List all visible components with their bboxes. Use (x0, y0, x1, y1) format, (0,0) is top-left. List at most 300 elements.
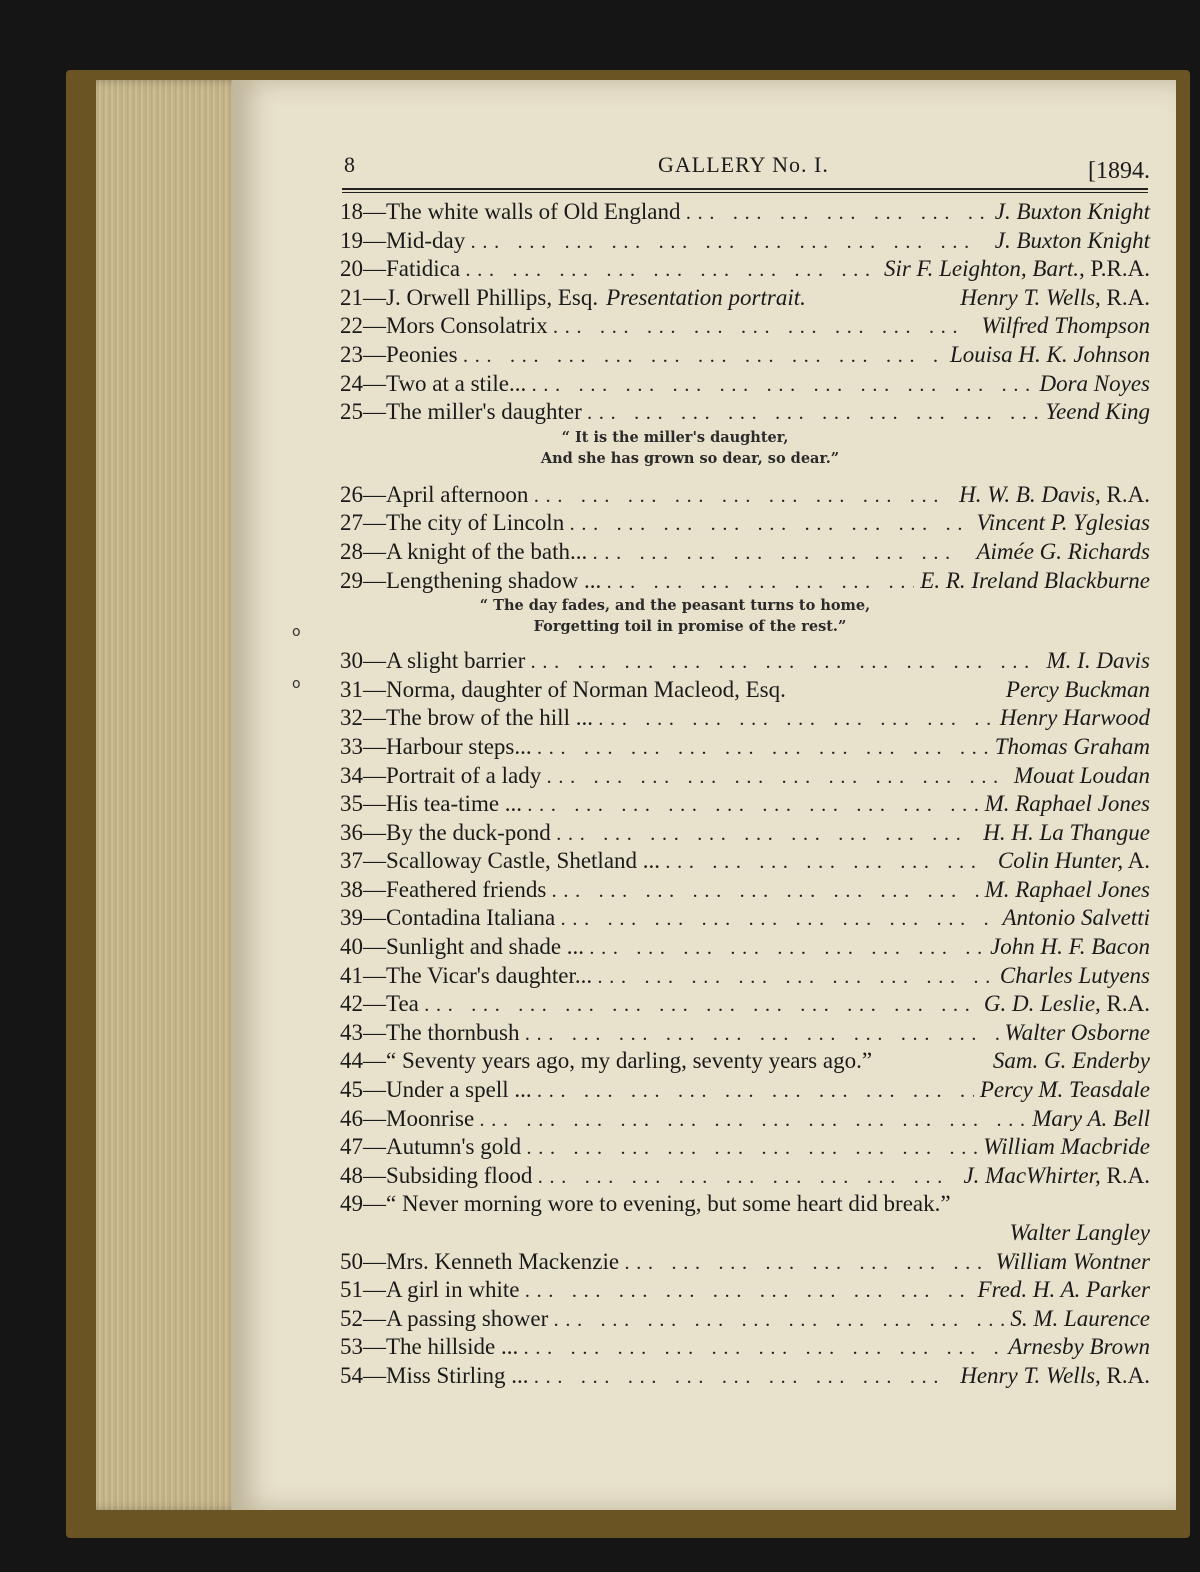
entry-title: “ Seventy years ago, my darling, seventy years ago.” (386, 1048, 873, 1074)
catalogue-entry (340, 1133, 1150, 1162)
artist-name: Percy Buckman (1005, 676, 1150, 702)
catalogue-entry (340, 676, 1150, 705)
entry-artist (1032, 1105, 1150, 1133)
entry-dash: — (363, 399, 386, 425)
artist-name: Thomas Graham (994, 733, 1150, 759)
artist-name: Wilfred Thompson (981, 313, 1150, 339)
entry-lead (340, 990, 419, 1018)
gallery-title: GALLERY No. I. (658, 152, 829, 177)
entry-title: The white walls of Old England (386, 199, 681, 224)
entry-dash: — (363, 341, 386, 367)
entry-title: Moonrise (386, 1105, 475, 1131)
artist-name: E. R. Ireland Blackburne (920, 567, 1150, 593)
entry-artist (1045, 398, 1150, 426)
entry-dash: — (363, 1248, 386, 1274)
catalogue-entry (340, 962, 1150, 991)
page-edges (96, 80, 246, 1510)
entry-title: Under a spell ... (386, 1077, 532, 1103)
leader-dots (526, 1279, 972, 1307)
entry-number: 30 (340, 648, 363, 674)
leader-dots (554, 1308, 1004, 1336)
entry-title: Feathered friends (386, 876, 547, 902)
catalogue-entry (340, 876, 1150, 905)
entry-dash: — (363, 705, 386, 731)
catalogue-entry (340, 704, 1150, 733)
entry-title: Mors Consolatrix (386, 313, 548, 339)
quote-line: And she has grown so dear, so dear.” (540, 449, 840, 467)
leader-dots (625, 1251, 989, 1279)
leader-dots (527, 1136, 977, 1164)
entry-artist (980, 1076, 1150, 1104)
catalogue-entry (340, 370, 1150, 399)
entry-artist (960, 284, 1150, 312)
catalogue-entry (340, 762, 1150, 791)
artist-name: Walter Osborne (1004, 1019, 1150, 1045)
leader-dots (538, 1165, 957, 1193)
leader-dots (524, 1336, 1002, 1364)
entry-number: 32 (340, 705, 363, 731)
entry-artist (1047, 647, 1150, 675)
entry-artist (995, 733, 1150, 761)
entry-lead (340, 933, 584, 961)
catalogue-list (340, 198, 1150, 1391)
artist-name: Henry T. Wells, (960, 284, 1101, 310)
entry-dash: — (363, 1334, 386, 1360)
entry-dash: — (363, 1134, 386, 1160)
entry-lead (340, 1047, 872, 1075)
margin-mark: o (292, 676, 301, 692)
entry-artist (976, 538, 1150, 566)
entry-dash: — (363, 1048, 386, 1074)
catalogue-entry (340, 819, 1150, 848)
entry-lead (340, 1362, 529, 1390)
catalogue-entry (340, 284, 1150, 313)
entry-title: Miss Stirling ... (386, 1362, 529, 1388)
catalogue-entry (340, 312, 1150, 341)
artist-honour: R.A. (1100, 991, 1150, 1017)
catalogue-entry (340, 1190, 1150, 1219)
leader-dots (590, 936, 984, 964)
entry-number: 46 (340, 1105, 363, 1131)
artist-name: Mouat Loudan (1013, 762, 1150, 788)
leader-dots (570, 512, 970, 540)
entry-title: Lengthening shadow ... (386, 567, 602, 593)
entry-dash: — (363, 733, 386, 759)
leader-dots (534, 484, 953, 512)
entry-number: 43 (340, 1019, 363, 1045)
entry-dash: — (363, 1077, 386, 1103)
entry-dash: — (363, 676, 386, 702)
entry-lead (340, 341, 458, 369)
leader-dots (538, 736, 989, 764)
leader-dots (466, 258, 878, 286)
catalogue-entry (340, 255, 1150, 284)
artist-name: Arnesby Brown (1008, 1334, 1150, 1360)
entry-number: 51 (340, 1277, 363, 1303)
entry-number: 50 (340, 1248, 363, 1274)
entry-dash: — (363, 1019, 386, 1045)
entry-lead (340, 312, 548, 340)
entry-artist (983, 1133, 1150, 1161)
entry-title: A knight of the bath... (386, 538, 588, 564)
leader-dots (598, 965, 994, 993)
entry-lead (340, 481, 528, 509)
artist-name: Sir F. Leighton, Bart., (883, 256, 1085, 282)
artist-name: M. Raphael Jones (984, 876, 1150, 902)
artist-honour: P.R.A. (1084, 256, 1150, 282)
catalogue-entry (340, 198, 1150, 227)
catalogue-entry (340, 1047, 1150, 1076)
entry-artist (920, 567, 1150, 595)
entry-dash: — (363, 538, 386, 564)
artist-name: Vincent P. Yglesias (976, 510, 1150, 536)
entry-lead (340, 227, 465, 255)
entry-lead (340, 676, 786, 704)
catalogue-entry (340, 647, 1150, 676)
entry-lead (340, 1305, 548, 1333)
entry-dash: — (363, 567, 386, 593)
entry-number: 47 (340, 1134, 363, 1160)
entry-number: 23 (340, 341, 363, 367)
entry-number: 33 (340, 733, 363, 759)
entry-title: Autumn's gold (386, 1134, 522, 1160)
entry-dash: — (363, 1362, 386, 1388)
entry-dash: — (363, 1162, 386, 1188)
artist-honour: A. (1123, 848, 1150, 874)
entry-artist (1006, 676, 1150, 704)
entry-lead (340, 1019, 520, 1047)
entry-title: Harbour steps... (386, 733, 532, 759)
artist-name: S. M. Laurence (1010, 1305, 1150, 1331)
entry-lead (340, 790, 522, 818)
catalogue-entry (340, 398, 1150, 427)
entry-artist (993, 1047, 1150, 1075)
catalogue-entry (340, 904, 1150, 933)
artist-honour: R.A. (1100, 284, 1150, 310)
entry-lead (340, 198, 680, 226)
page-header (340, 152, 1150, 188)
entry-artist (1000, 962, 1150, 990)
entry-dash: — (363, 848, 386, 874)
catalogue-entry (340, 227, 1150, 256)
entry-dash: — (363, 284, 386, 310)
catalogue-entry (340, 567, 1150, 596)
entry-dash: — (363, 991, 386, 1017)
entry-artist (1002, 904, 1150, 932)
artist-name: M. Raphael Jones (984, 791, 1150, 817)
entry-title: Tea (386, 991, 419, 1017)
leader-dots (554, 315, 976, 343)
entry-number: 20 (340, 256, 363, 282)
entry-dash: — (363, 876, 386, 902)
entry-number: 49 (340, 1191, 363, 1217)
entry-title: Mrs. Kenneth Mackenzie (386, 1248, 620, 1274)
entry-title: Two at a stile... (386, 370, 527, 396)
header-rule (342, 188, 1148, 190)
entry-artist (976, 509, 1150, 537)
catalogue-entry (340, 1305, 1150, 1334)
entry-title: J. Orwell Phillips, Esq. (386, 284, 599, 310)
entry-lead (340, 819, 551, 847)
leader-dots (557, 822, 977, 850)
entry-dash: — (363, 370, 386, 396)
entry-lead (340, 1190, 951, 1218)
entry-number: 53 (340, 1334, 363, 1360)
entry-number: 36 (340, 819, 363, 845)
entry-number: 39 (340, 905, 363, 931)
entry-lead (340, 255, 460, 283)
entry-lead (340, 1248, 619, 1276)
entry-title: By the duck-pond (386, 819, 551, 845)
artist-name: Charles Lutyens (999, 962, 1150, 988)
artist-honour: R.A. (1100, 1162, 1150, 1188)
entry-artist (978, 1276, 1150, 1304)
entry-artist (982, 312, 1150, 340)
entry-number: 26 (340, 481, 363, 507)
entry-title: Norma, daughter of Norman Macleod, Esq. (386, 676, 786, 702)
leader-dots (531, 650, 1040, 678)
entry-dash: — (363, 791, 386, 817)
artist-name: G. D. Leslie, (983, 991, 1101, 1017)
year: [1894. (1088, 158, 1150, 184)
entry-lead (340, 704, 593, 732)
leader-dots (547, 765, 1008, 793)
catalogue-entry (340, 990, 1150, 1019)
catalogue-entry (340, 933, 1150, 962)
entry-artist (1010, 1305, 1150, 1333)
entry-title: The hillside ... (386, 1334, 519, 1360)
artist-name: Walter Langley (1009, 1220, 1150, 1245)
entry-artist (884, 255, 1150, 283)
artist-name: Yeend King (1045, 399, 1150, 425)
leader-dots (526, 1022, 999, 1050)
entry-title: Scalloway Castle, Shetland ... (386, 848, 661, 874)
leader-dots (552, 879, 978, 907)
catalogue-entry (340, 1362, 1150, 1391)
entry-number: 42 (340, 991, 363, 1017)
entry-number: 22 (340, 313, 363, 339)
entry-dash: — (363, 648, 386, 674)
catalogue-entry (340, 733, 1150, 762)
entry-artist (1000, 704, 1150, 732)
entry-number: 18 (340, 199, 363, 224)
leader-dots (425, 993, 978, 1021)
artist-honour: R.A. (1100, 1362, 1150, 1388)
entry-dash: — (363, 313, 386, 339)
entry-lead (340, 762, 541, 790)
quote-line: “ It is the miller's daughter, (561, 428, 789, 446)
entry-note: Presentation portrait. (606, 284, 806, 310)
entry-number: 27 (340, 510, 363, 536)
entry-lead (340, 1133, 521, 1161)
entry-number: 40 (340, 934, 363, 960)
leader-dots (593, 541, 970, 569)
entry-dash: — (363, 256, 386, 282)
entry-dash: — (363, 199, 386, 224)
entry-title: The brow of the hill ... (386, 705, 593, 731)
entry-title: The miller's daughter (386, 399, 582, 425)
entry-dash: — (363, 1305, 386, 1331)
entry-dash: — (363, 1105, 386, 1131)
entry-number: 28 (340, 538, 363, 564)
leader-dots (607, 570, 914, 598)
entry-lead (340, 876, 546, 904)
catalogue-entry (340, 1276, 1150, 1305)
entry-artist (983, 819, 1150, 847)
artist-honour: R.A. (1100, 481, 1150, 507)
entry-title: The thornbush (386, 1019, 520, 1045)
entry-artist (996, 1248, 1150, 1276)
entry-artist (950, 341, 1150, 369)
entry-dash: — (363, 1277, 386, 1303)
artist-name: Antonio Salvetti (1002, 905, 1150, 931)
artist-name: J. Buxton Knight (994, 227, 1150, 253)
entry-number: 34 (340, 762, 363, 788)
entry-dash: — (363, 481, 386, 507)
entry-artist (963, 1162, 1150, 1190)
entry-lead (340, 1105, 474, 1133)
entry-title: Sunlight and shade ... (386, 934, 585, 960)
entry-dash: — (363, 227, 386, 253)
entry-lead (340, 647, 525, 675)
artist-name: Fred. H. A. Parker (977, 1277, 1150, 1303)
entry-dash: — (363, 762, 386, 788)
entry-title: A passing shower (386, 1305, 549, 1331)
leader-dots (686, 201, 988, 229)
entry-lead (340, 1333, 518, 1361)
entry-title: Peonies (386, 341, 458, 367)
artist-name: William Wontner (995, 1248, 1150, 1274)
entry-number: 31 (340, 676, 363, 702)
artist-name: Henry Harwood (999, 705, 1150, 731)
quote-block (340, 595, 1150, 637)
entry-number: 38 (340, 876, 363, 902)
entry-title: Fatidica (386, 256, 461, 282)
entry-number: 54 (340, 1362, 363, 1388)
page-number: 8 (344, 152, 355, 177)
catalogue-entry (340, 790, 1150, 819)
leader-dots (588, 401, 1040, 429)
entry-lead (340, 904, 555, 932)
entry-number: 19 (340, 227, 363, 253)
leader-dots (480, 1108, 1026, 1136)
artist-name: William Macbride (983, 1134, 1150, 1160)
entry-lead (340, 538, 587, 566)
entry-lead (340, 1162, 532, 1190)
entry-artist (995, 227, 1150, 255)
entry-number: 24 (340, 370, 363, 396)
artist-name: Dora Noyes (1039, 370, 1150, 396)
entry-artist (1010, 1219, 1150, 1247)
entry-number: 35 (340, 791, 363, 817)
entry-title: Subsiding flood (386, 1162, 533, 1188)
leader-dots (599, 707, 994, 735)
spacer (340, 469, 1150, 481)
leader-dots (532, 373, 1033, 401)
entry-lead (340, 567, 601, 595)
entry-artist (995, 198, 1150, 226)
quote-line: Forgetting toil in promise of the rest.” (533, 618, 847, 636)
catalogue-entry (340, 1076, 1150, 1105)
entry-lead (340, 847, 660, 875)
artist-name: John H. F. Bacon (990, 934, 1150, 960)
entry-dash: — (363, 1191, 386, 1217)
entry-artist (985, 876, 1150, 904)
catalogue-entry (340, 538, 1150, 567)
entry-title: The city of Lincoln (386, 510, 565, 536)
leader-dots (561, 907, 996, 935)
entry-title: Contadina Italiana (386, 905, 556, 931)
leader-dots (471, 230, 989, 258)
entry-title: A slight barrier (386, 648, 526, 674)
catalogue-entry (340, 1019, 1150, 1048)
entry-number: 48 (340, 1162, 363, 1188)
catalogue-entry (340, 481, 1150, 510)
entry-lead (340, 509, 564, 537)
quote-line: “ The day fades, and the peasant turns to home, (479, 597, 871, 615)
artist-name: M. I. Davis (1046, 648, 1150, 674)
entry-artist (984, 990, 1150, 1018)
margin-mark: o (292, 624, 301, 640)
entry-lead (340, 284, 598, 312)
catalogue-entry (340, 1333, 1150, 1362)
catalogue-entry (340, 847, 1150, 876)
leader-dots (538, 1079, 974, 1107)
entry-number: 41 (340, 962, 363, 988)
entry-dash: — (363, 962, 386, 988)
header-rule-thin (342, 192, 1148, 193)
entry-lead (340, 1076, 532, 1104)
catalogue-entry (340, 1248, 1150, 1277)
entry-title: His tea-time ... (386, 791, 523, 817)
entry-artist (959, 481, 1150, 509)
entry-number: 44 (340, 1048, 363, 1074)
quote-block (340, 427, 1150, 469)
entry-dash: — (363, 934, 386, 960)
entry-artist (998, 847, 1150, 875)
entry-artist (1008, 1333, 1150, 1361)
catalogue-entry-continued (340, 1219, 1150, 1248)
entry-lead (340, 962, 592, 990)
entry-lead (340, 1276, 520, 1304)
catalogue-entry (340, 1105, 1150, 1134)
artist-name: H. W. B. Davis, (959, 481, 1101, 507)
entry-title: A girl in white (386, 1277, 520, 1303)
entry-artist (1039, 370, 1150, 398)
artist-name: Henry T. Wells, (960, 1362, 1101, 1388)
entry-dash: — (363, 510, 386, 536)
artist-name: Colin Hunter, (997, 848, 1124, 874)
catalogue-entry (340, 509, 1150, 538)
artist-name: Louisa H. K. Johnson (950, 341, 1150, 367)
entry-number: 37 (340, 848, 363, 874)
catalogue-entry (340, 341, 1150, 370)
entry-artist (960, 1362, 1150, 1390)
entry-dash: — (363, 905, 386, 931)
entry-artist (1014, 762, 1150, 790)
entry-number: 29 (340, 567, 363, 593)
artist-name: Percy M. Teasdale (979, 1077, 1150, 1103)
leader-dots (535, 1365, 955, 1393)
entry-title: The Vicar's daughter... (386, 962, 593, 988)
artist-name: Aimée G. Richards (976, 538, 1150, 564)
entry-title: Portrait of a lady (386, 762, 542, 788)
artist-name: J. Buxton Knight (994, 199, 1150, 224)
entry-dash: — (363, 819, 386, 845)
entry-artist (1005, 1019, 1150, 1047)
entry-title: “ Never morning wore to evening, but some heart did break.” (386, 1191, 951, 1217)
entry-artist (990, 933, 1150, 961)
